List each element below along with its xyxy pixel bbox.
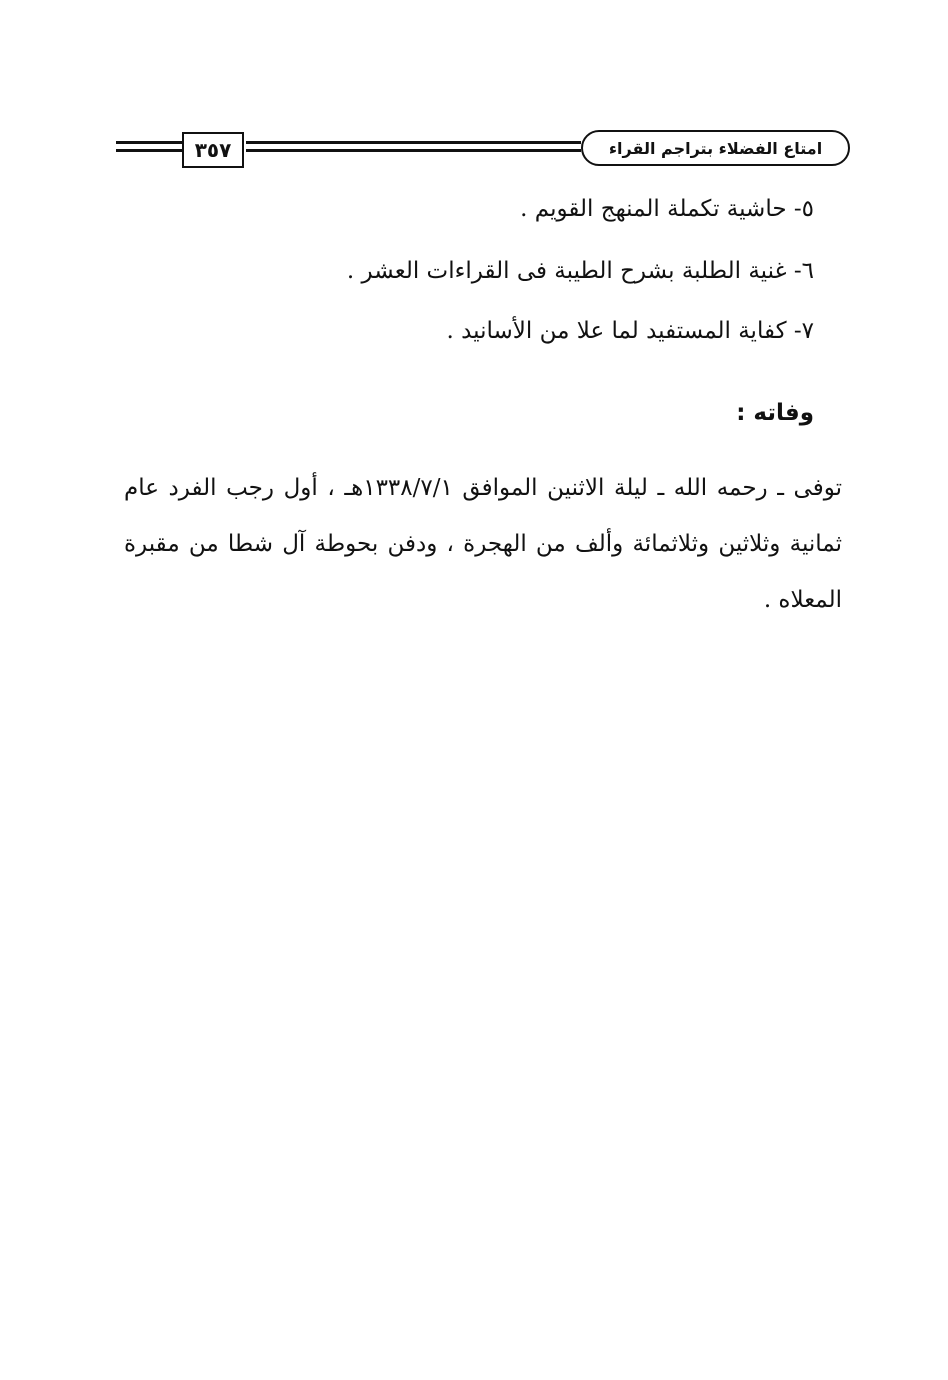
header-rule: [246, 141, 581, 144]
list-item: ٥- حاشية تكملة المنهج القويم .: [520, 196, 814, 222]
section-heading: وفاته :: [736, 400, 814, 426]
running-header: [116, 128, 850, 176]
body-paragraph: توفى ـ رحمه الله ـ ليلة الاثنين الموافق ١٣٣٨/٧/١هـ ، أول رجب الفرد عام ثمانية وثلاثين وثلاثمائة وألف من الهجرة ، ودفن بحوطة آل شطا من مقبرة المعلاه .: [124, 475, 842, 613]
header-rule: [246, 149, 581, 152]
page-number: ٣٥٧: [182, 132, 244, 168]
list-item: ٦- غنية الطلبة بشرح الطيبة فى القراءات العشر .: [346, 258, 814, 284]
header-rule: [116, 149, 182, 152]
book-title: امتاع الفضلاء بتراجم القراء: [581, 130, 850, 166]
list-item: ٧- كفاية المستفيد لما علا من الأسانيد .: [446, 318, 814, 344]
header-rule: [116, 141, 182, 144]
